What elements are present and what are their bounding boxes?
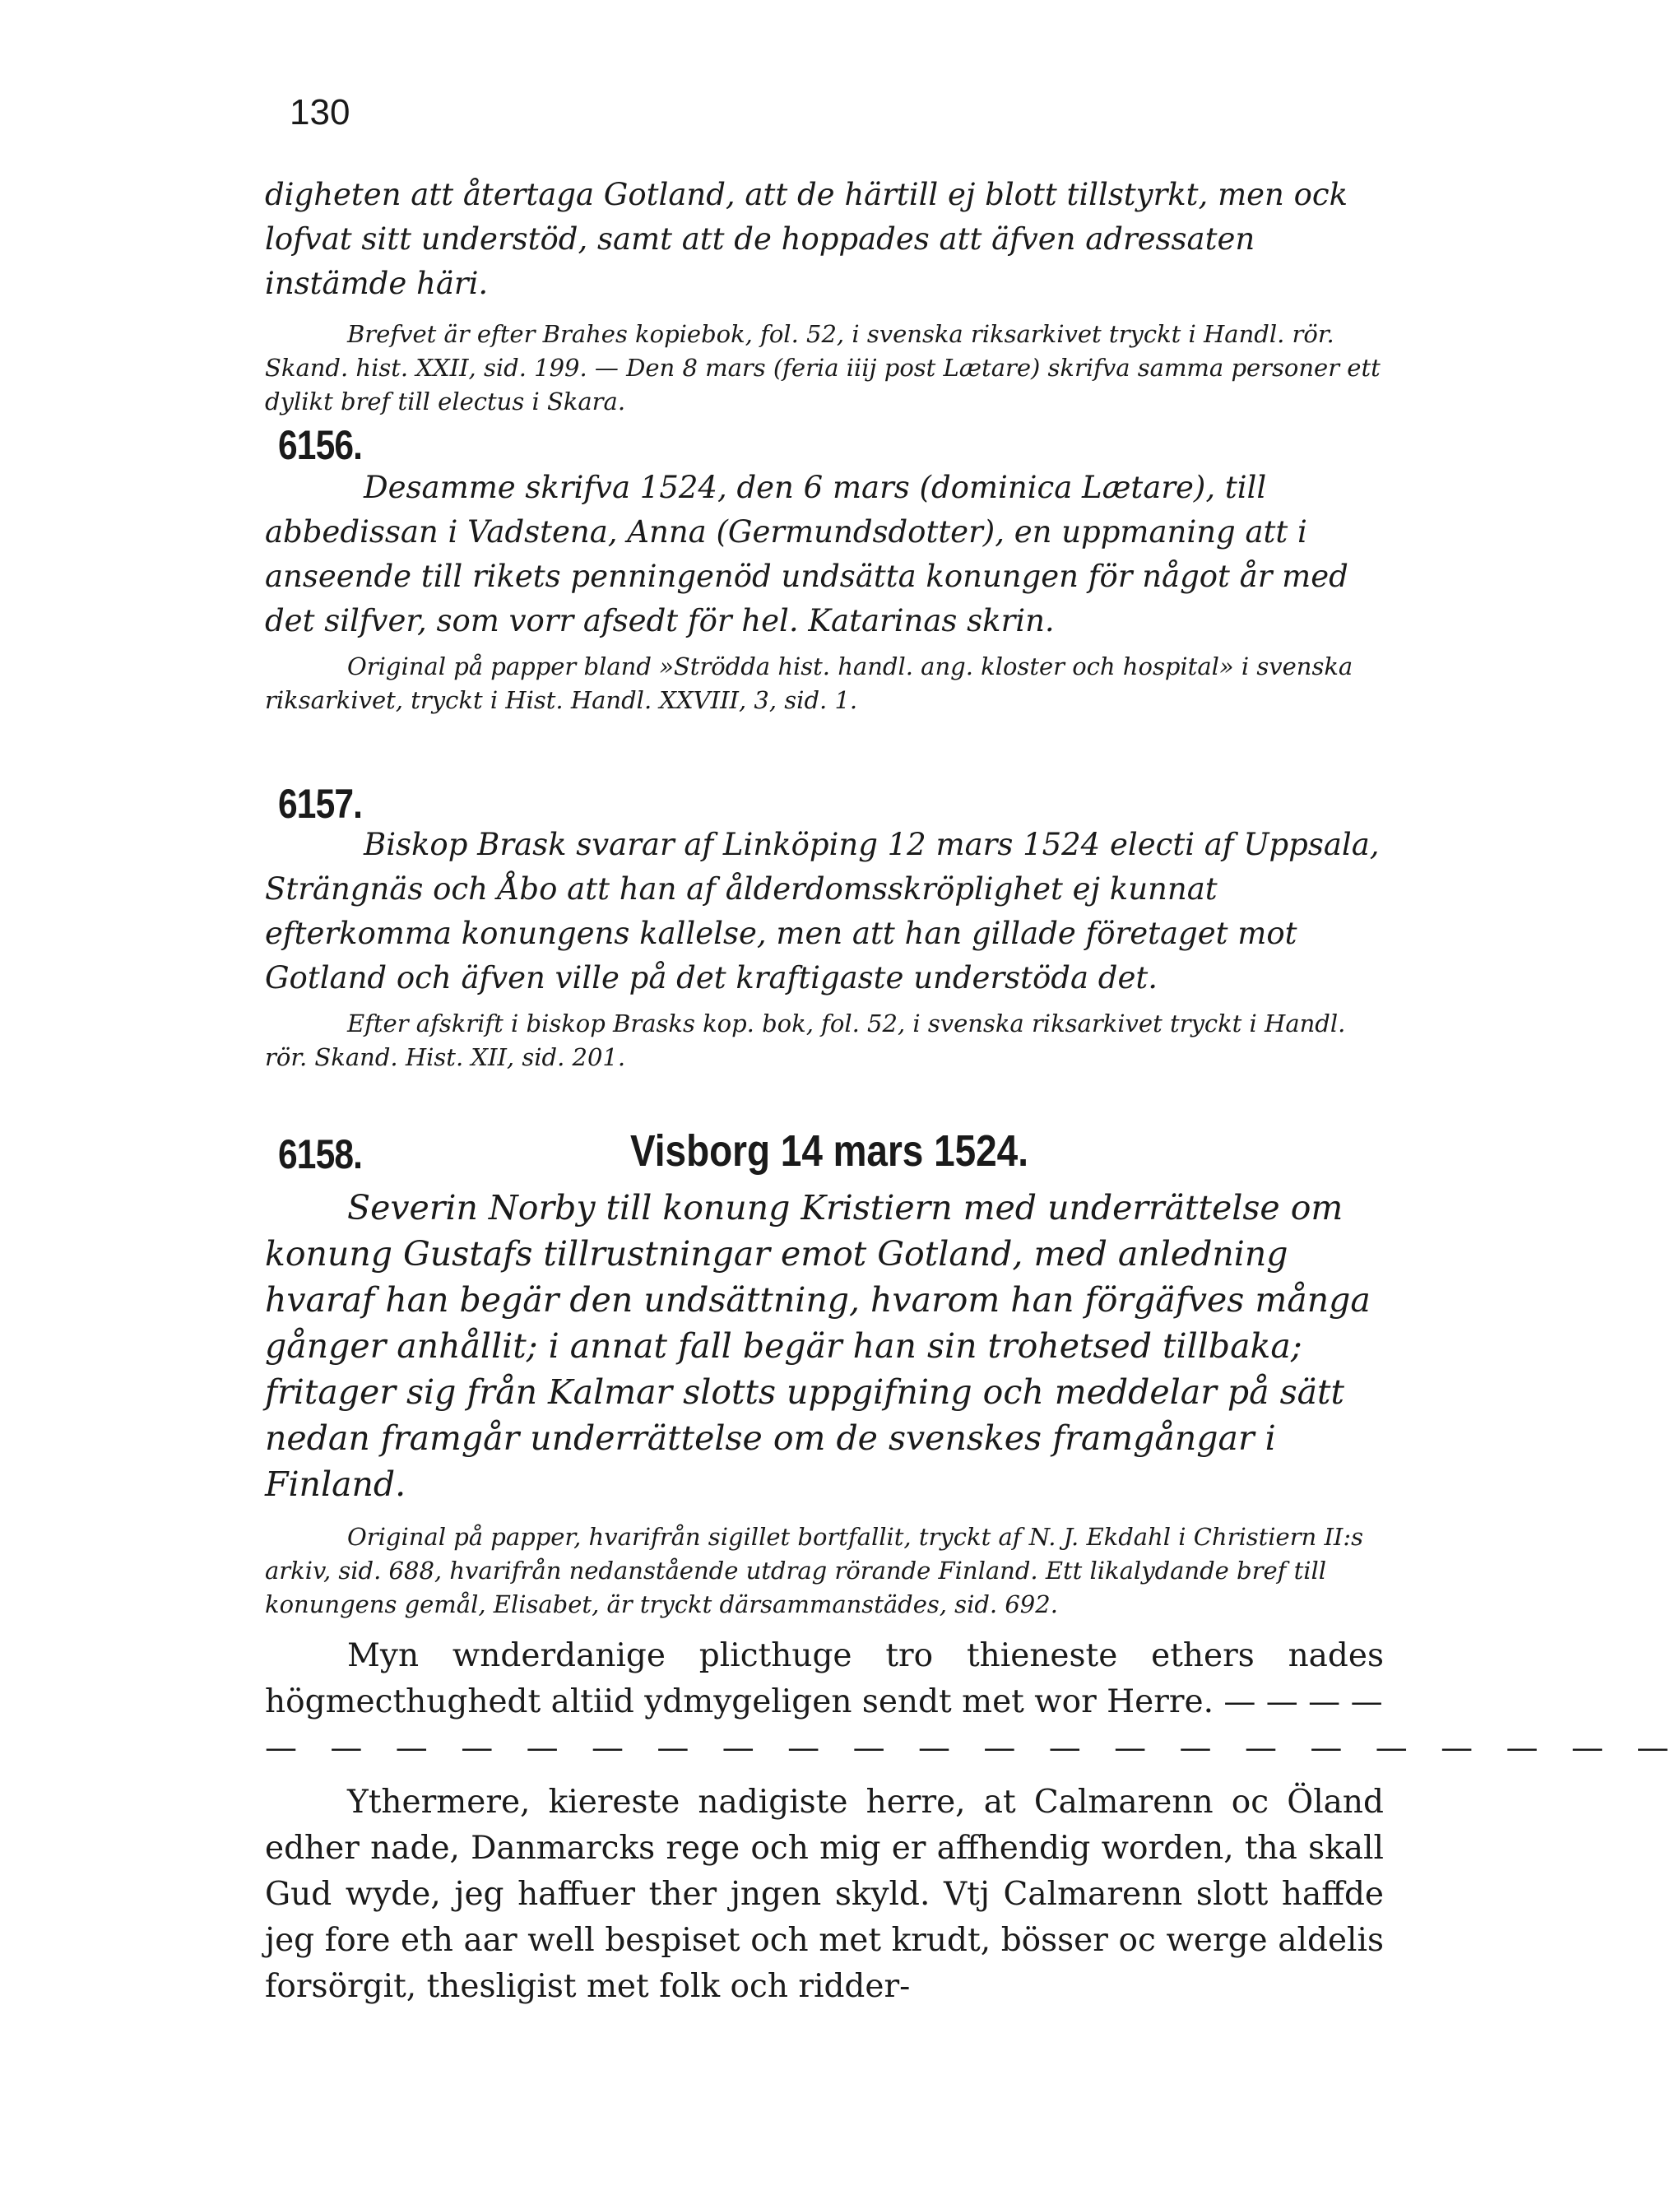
entry-number-6157: 6157. xyxy=(278,781,363,827)
letter-body: Ythermere, kiereste nadigiste herre, at Calmarenn oc Öland edher nade, Danmarcks rege och mig er affhendig worden, tha skall Gud wyde, jeg haffuer ther jngen skyld. Vtj Calmarenn slott haffde jeg fore eth aar well bespiset och met krudt, bösser oc werge aldelis forsörgit, thesligist met folk och ridder- xyxy=(265,1784,1384,2005)
entry-summary: Desamme skrifva 1524, den 6 mars (dominica Lætare), till abbedissan i Vadstena, Anna (Germundsdotter), en uppmaning att i anseende till rikets penningenöd undsätta konungen för något år med det silfver, som vorr afsedt för hel. Katarinas skrin. xyxy=(265,470,1348,638)
intro-source-note: Brefvet är efter Brahes kopiebok, fol. 52, i svenska riksarkivet tryckt i Handl. rör. Skand. hist. XXII, sid. 199. — Den 8 mars (feria iiij post Lætare) skrifva samma personer ett dylikt bref till electus i Skara. xyxy=(265,320,1381,415)
letter-opening: Myn wnderdanige plicthuge tro thieneste ethers nades högmecthughedt altiid ydmygeligen sendt met wor Herre. — — — — xyxy=(265,1637,1384,1720)
intro-block xyxy=(265,173,1384,419)
entry-number-6156: 6156. xyxy=(278,422,363,468)
entry-6158 xyxy=(265,1185,1680,2010)
entry-6157 xyxy=(265,823,1384,1074)
entry-source-note: Original på papper, hvarifrån sigillet bortfallit, tryckt af N. J. Ekdahl i Christiern II:s arkiv, sid. 688, hvarifrån nedanstående utdrag rörande Finland. Ett likalydande bref till konungens gemål, Elisabet, är tryckt därsammanstädes, sid. 692. xyxy=(265,1523,1364,1618)
entry-heading-6158: Visborg 14 mars 1524. xyxy=(630,1126,1028,1176)
entry-source-note: Efter afskrift i biskop Brasks kop. bok, fol. 52, i svenska riksarkivet tryckt i Handl. rör. Skand. Hist. XII, sid. 201. xyxy=(265,1009,1346,1071)
entry-number-6158: 6158. xyxy=(278,1131,363,1177)
entry-6156 xyxy=(265,466,1384,717)
page-number: 130 xyxy=(290,92,350,132)
entry-summary: Severin Norby till konung Kristiern med underrättelse om konung Gustafs tillrustningar emot Gotland, med anledning hvaraf han begär den undsättning, hvarom han förgäfves många gånger anhållit; i annat fall begär han sin trohetsed tillbaka; fritager sig från Kalmar slotts uppgifning och meddelar på sätt nedan framgår underrättelse om de svenskes framgångar i Finland. xyxy=(265,1188,1371,1504)
intro-text: digheten att återtaga Gotland, att de härtill ej blott tillstyrkt, men ock lofvat sitt understöd, samt att de hoppades att äfven adressaten instämde häri. xyxy=(265,177,1348,301)
omission-dashes: — — — — — — — — — — — — — — — — — — — — — — xyxy=(265,1729,1680,1766)
entry-source-note: Original på papper bland »Strödda hist. handl. ang. kloster och hospital» i svenska riksarkivet, tryckt i Hist. Handl. XXVIII, 3, sid. 1. xyxy=(265,652,1353,714)
entry-summary: Biskop Brask svarar af Linköping 12 mars 1524 electi af Uppsala, Strängnäs och Åbo att han af ålderdomsskröplighet ej kunnat efterkomma konungens kallelse, men att han gillade företaget mot Gotland och äfven ville på det kraftigaste understöda det. xyxy=(265,827,1380,996)
